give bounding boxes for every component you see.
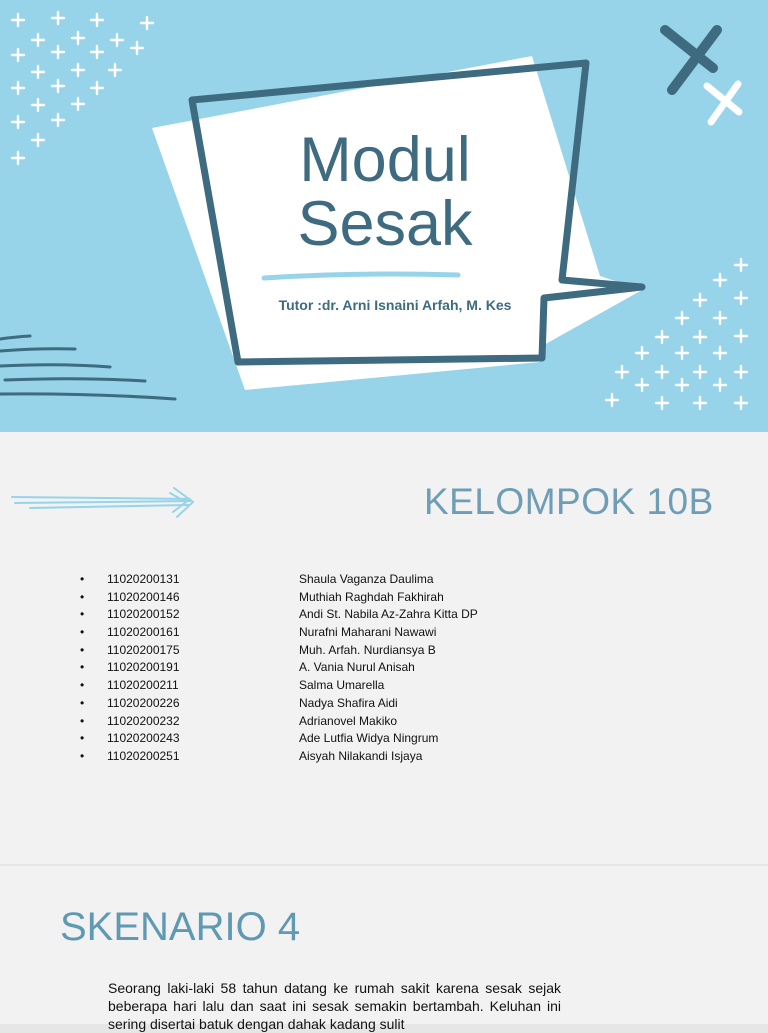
plus-icon	[72, 32, 84, 44]
plus-icon	[714, 312, 726, 324]
member-name: Shaula Vaganza Daulima	[299, 572, 434, 586]
plus-icon	[72, 64, 84, 76]
plus-icon	[109, 64, 121, 76]
member-id: 11020200175	[107, 642, 180, 657]
member-row	[80, 713, 478, 731]
plus-icon	[111, 34, 123, 46]
plus-icon	[676, 379, 688, 391]
member-row	[80, 571, 478, 589]
plus-icon	[616, 366, 628, 378]
plus-icon	[12, 116, 24, 128]
plus-pattern-top-left	[12, 12, 153, 164]
plus-icon	[12, 82, 24, 94]
plus-icon	[694, 397, 706, 409]
plus-icon	[72, 98, 84, 110]
plus-icon	[694, 331, 706, 343]
member-name: Aisyah Nilakandi Isjaya	[299, 748, 423, 763]
x-mark-dark-icon	[665, 30, 717, 90]
plus-icon	[694, 366, 706, 378]
plus-icon	[32, 134, 44, 146]
brush-strokes-left	[0, 336, 175, 399]
plus-icon	[636, 379, 648, 391]
plus-icon	[735, 397, 747, 409]
plus-icon	[694, 294, 706, 306]
plus-icon	[91, 14, 103, 26]
plus-icon	[91, 46, 103, 58]
member-id: 11020200161	[107, 625, 180, 640]
member-name: Ade Lutfia Widya Ningrum	[299, 731, 439, 746]
plus-icon	[735, 292, 747, 304]
plus-icon	[32, 66, 44, 78]
plus-icon	[131, 42, 143, 54]
plus-icon	[91, 82, 103, 94]
plus-icon	[636, 347, 648, 359]
cover-slide	[0, 0, 768, 432]
member-name: Nurafni Maharani Nawawi	[299, 625, 437, 640]
plus-icon	[656, 331, 668, 343]
scenario-title: SKENARIO 4	[60, 905, 301, 949]
plus-icon	[32, 99, 44, 111]
member-id: 11020200152	[107, 607, 180, 622]
member-row	[80, 589, 478, 607]
plus-icon	[12, 14, 24, 26]
member-name: Muh. Arfah. Nurdiansya B	[299, 642, 436, 657]
plus-icon	[52, 46, 64, 58]
plus-icon	[714, 347, 726, 359]
plus-icon	[141, 17, 153, 29]
member-name: Nadya Shafira Aidi	[299, 695, 398, 710]
plus-icon	[12, 152, 24, 164]
member-id: 11020200232	[107, 713, 180, 728]
member-row	[80, 606, 478, 624]
member-id: 11020200251	[107, 748, 180, 763]
member-row	[80, 624, 478, 642]
group-title: KELOMPOK 10B	[424, 481, 714, 522]
tutor-line: Tutor :dr. Arni Isnaini Arfah, M. Kes	[278, 297, 512, 313]
member-row	[80, 642, 478, 660]
plus-icon	[735, 366, 747, 378]
cover-title-line-2: Sesak	[297, 189, 473, 259]
plus-pattern-bottom-right	[606, 259, 747, 409]
plus-icon	[52, 80, 64, 92]
member-name: Salma Umarella	[299, 678, 385, 693]
member-id: 11020200191	[107, 660, 180, 675]
member-name: A. Vania Nurul Anisah	[299, 660, 415, 675]
plus-icon	[52, 114, 64, 126]
plus-icon	[12, 49, 24, 61]
member-row	[80, 677, 478, 695]
member-id: 11020200226	[107, 695, 180, 710]
scenario-body: Seorang laki-laki 58 tahun datang ke rumah sakit karena sesak sejak beberapa hari lalu dan saat ini sesak semakin bertambah. Keluhan ini sering disertai batuk dengan dahak kadang sulit	[108, 980, 561, 1032]
plus-icon	[714, 379, 726, 391]
plus-icon	[714, 274, 726, 286]
arrow-right-icon	[12, 488, 193, 517]
plus-icon	[656, 397, 668, 409]
cover-title-line-1: Modul	[299, 125, 471, 195]
plus-icon	[32, 34, 44, 46]
plus-icon	[676, 347, 688, 359]
plus-icon	[735, 259, 747, 271]
member-row	[80, 695, 478, 713]
member-row	[80, 730, 478, 748]
member-id: 11020200131	[107, 572, 180, 586]
plus-icon	[676, 312, 688, 324]
plus-icon	[52, 12, 64, 24]
member-list	[80, 571, 478, 766]
plus-icon	[656, 366, 668, 378]
member-name: Adrianovel Makiko	[299, 713, 398, 728]
x-mark-white-icon	[707, 84, 739, 122]
cover-title	[230, 125, 540, 259]
member-id: 11020200211	[107, 678, 179, 693]
plus-icon	[606, 394, 618, 406]
member-row	[80, 659, 478, 677]
member-name: Andi St. Nabila Az-Zahra Kitta DP	[299, 607, 478, 622]
plus-icon	[735, 330, 747, 342]
member-row	[80, 748, 478, 766]
member-id: 11020200146	[107, 589, 180, 604]
member-id: 11020200243	[107, 731, 180, 746]
member-name: Muthiah Raghdah Fakhirah	[299, 589, 444, 604]
